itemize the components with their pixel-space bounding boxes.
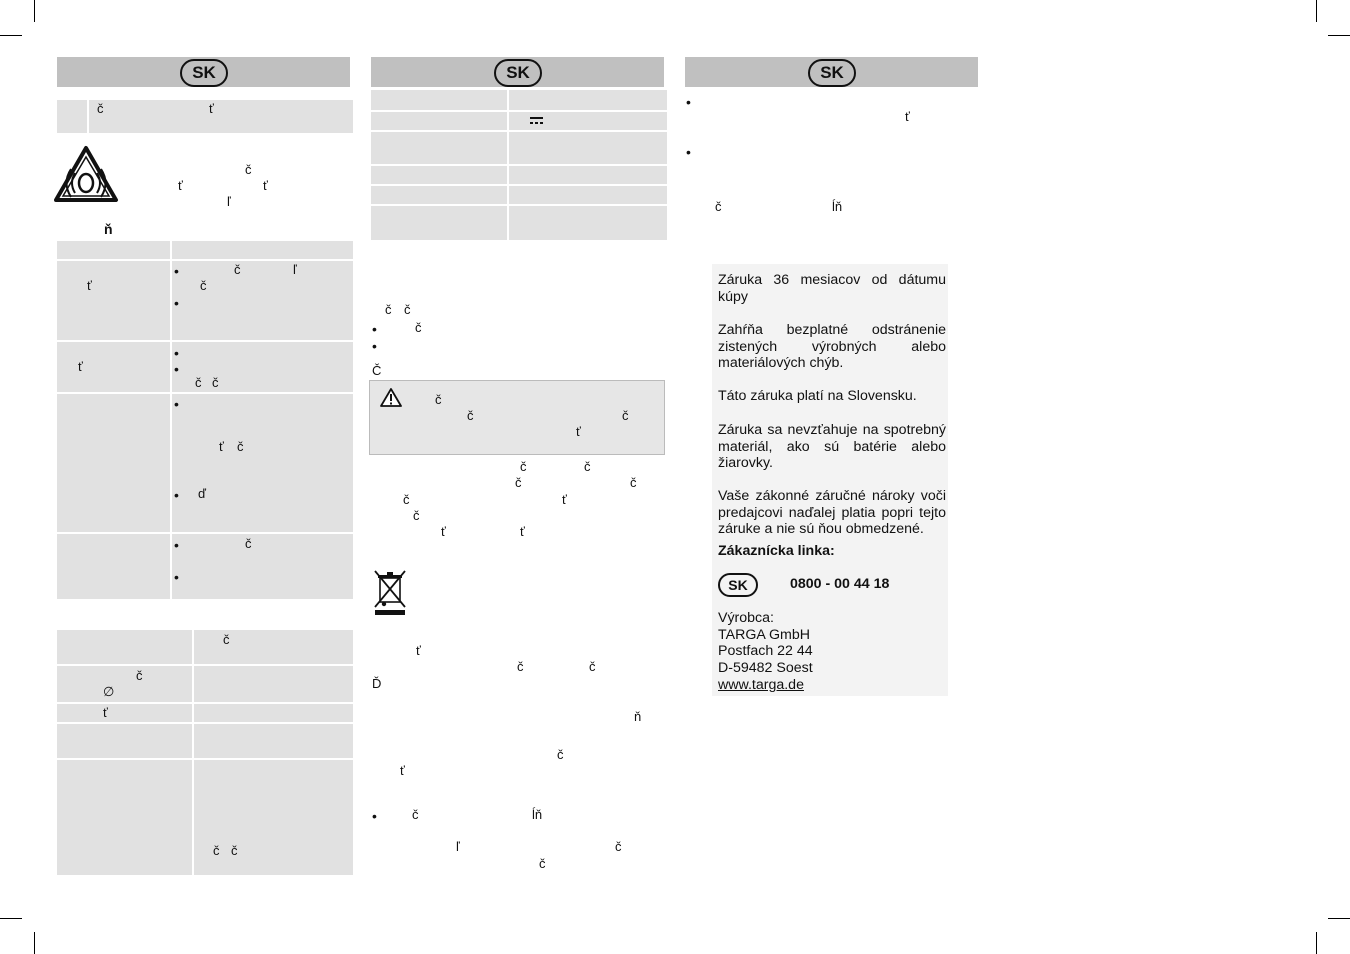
text-fragment: ľ xyxy=(227,194,231,209)
text-fragment: č xyxy=(520,459,527,474)
table-row-divider xyxy=(57,532,353,534)
text-fragment: ť xyxy=(400,763,405,778)
text-fragment: ĺň xyxy=(532,807,543,822)
manufacturer-city: D-59482 Soest xyxy=(718,660,813,676)
text-fragment: ť xyxy=(209,101,214,116)
text-fragment: ť xyxy=(103,705,108,720)
column-header-1 xyxy=(57,57,350,87)
hearing-warning-icon xyxy=(53,145,119,203)
crop-mark xyxy=(0,918,22,919)
crop-mark xyxy=(1316,0,1317,22)
crop-mark xyxy=(1328,35,1350,36)
warranty-duration: Záruka 36 mesiacov od dátumu kúpy xyxy=(718,272,946,305)
bullet: • xyxy=(174,361,179,377)
text-fragment: Č xyxy=(372,363,382,378)
text-fragment: ť xyxy=(178,178,183,193)
table-row-divider xyxy=(371,130,667,132)
text-fragment: ľ xyxy=(456,839,460,854)
manufacturer-website-text[interactable]: www.targa.de xyxy=(718,677,804,693)
text-fragment: č xyxy=(234,262,241,277)
note-box-divider xyxy=(87,100,89,133)
diameter-symbol: ∅ xyxy=(103,684,115,699)
text-fragment: č xyxy=(435,392,442,407)
warranty-region: Táto záruka platí na Slovensku. xyxy=(718,388,917,404)
text-fragment: č xyxy=(515,475,522,490)
text-fragment: ť xyxy=(441,524,446,539)
table-col-divider xyxy=(170,241,172,599)
text-fragment: č xyxy=(622,408,629,423)
table-row-divider xyxy=(371,164,667,166)
text-fragment: č xyxy=(589,659,596,674)
text-fragment: č xyxy=(213,843,220,858)
text-fragment: ň xyxy=(104,221,113,237)
text-fragment: ť xyxy=(416,643,421,658)
text-fragment: č xyxy=(403,492,410,507)
language-badge: SK xyxy=(808,59,856,87)
table-row-divider xyxy=(57,758,353,760)
text-fragment: č xyxy=(97,101,104,116)
table-row-divider xyxy=(57,392,353,394)
hotline-number: 0800 - 00 44 18 xyxy=(790,576,890,592)
text-fragment: ť xyxy=(562,492,567,507)
text-fragment: č xyxy=(557,747,564,762)
text-fragment: ť xyxy=(263,178,268,193)
warning-triangle-icon xyxy=(379,387,403,408)
bullet: • xyxy=(174,537,179,553)
text-fragment: č xyxy=(200,278,207,293)
warranty-exclusions: Záruka sa nevzťahuje na spotrebný materiál, ako sú batérie alebo žiarovky. xyxy=(718,422,946,472)
text-fragment: č xyxy=(195,375,202,390)
text-fragment: ť xyxy=(78,359,83,374)
column-header-3 xyxy=(685,57,978,87)
crop-mark xyxy=(1316,932,1317,954)
hotline-label: Zákaznícka linka: xyxy=(718,543,835,559)
text-fragment: č xyxy=(237,439,244,454)
text-fragment: ĺň xyxy=(832,199,843,214)
specs-table xyxy=(57,630,353,875)
table-row-divider xyxy=(57,722,353,724)
text-fragment: č xyxy=(415,320,422,335)
bullet: • xyxy=(686,94,691,110)
bullet: • xyxy=(686,144,691,160)
text-fragment: ť xyxy=(520,524,525,539)
text-fragment: č xyxy=(245,162,252,177)
bullet: • xyxy=(372,321,377,337)
table-row-divider xyxy=(371,204,667,206)
bullet: • xyxy=(174,295,179,311)
text-fragment: č xyxy=(404,302,411,317)
text-fragment: ď xyxy=(198,486,206,501)
bullet: • xyxy=(372,808,377,824)
crop-mark xyxy=(34,0,35,22)
bullet: • xyxy=(174,487,179,503)
table-row-divider xyxy=(57,340,353,342)
table-row-divider xyxy=(371,110,667,112)
crop-mark xyxy=(1328,918,1350,919)
table-row-divider xyxy=(57,259,353,261)
text-fragment: ť xyxy=(87,278,92,293)
weee-bin-icon xyxy=(372,569,408,617)
language-badge: SK xyxy=(494,59,542,87)
language-badge: SK xyxy=(180,59,228,87)
manufacturer-po-box: Postfach 22 44 xyxy=(718,643,813,659)
warranty-coverage: Zahŕňa bezplatné odstránenie zistených výrobných alebo materiálových chýb. xyxy=(718,322,946,372)
text-fragment: č xyxy=(413,508,420,523)
text-fragment: č xyxy=(212,375,219,390)
bullet: • xyxy=(174,569,179,585)
column-header-2 xyxy=(371,57,664,87)
crop-mark xyxy=(34,932,35,954)
manufacturer-label: Výrobca: xyxy=(718,610,774,626)
text-fragment: č xyxy=(223,632,230,647)
text-fragment: č xyxy=(539,856,546,871)
text-fragment: ť xyxy=(905,109,910,124)
text-fragment: č xyxy=(517,659,524,674)
bullet: • xyxy=(372,338,377,354)
text-fragment: č xyxy=(136,668,143,683)
text-fragment: č xyxy=(245,536,252,551)
table-col-divider xyxy=(192,630,194,875)
bullet: • xyxy=(174,345,179,361)
bullet: • xyxy=(174,263,179,279)
manufacturer-website-link[interactable] xyxy=(718,677,946,694)
table-row-divider xyxy=(371,184,667,186)
dc-symbol-icon xyxy=(530,116,544,125)
warranty-statutory-rights: Vaše zákonné záručné nároky voči predajcovi naďalej platia popri tejto záruke a nie sú ňou obmedzené. xyxy=(718,488,946,538)
text-fragment: č xyxy=(412,807,419,822)
crop-mark xyxy=(0,35,22,36)
troubleshooting-table xyxy=(57,241,353,599)
manufacturer-name: TARGA GmbH xyxy=(718,627,810,643)
bullet: • xyxy=(174,396,179,412)
text-fragment: č xyxy=(584,459,591,474)
warning-box xyxy=(369,380,665,455)
text-fragment: ť xyxy=(576,424,581,439)
table-row-divider xyxy=(57,664,353,666)
text-fragment: č xyxy=(630,475,637,490)
table-row-divider xyxy=(57,702,353,704)
text-fragment: ľ xyxy=(293,262,297,277)
text-fragment: č xyxy=(385,302,392,317)
text-fragment: č xyxy=(231,843,238,858)
text-fragment: ť xyxy=(219,439,224,454)
hotline-country-badge: SK xyxy=(718,573,758,597)
text-fragment: č xyxy=(715,199,722,214)
text-fragment: Ď xyxy=(372,676,382,691)
text-fragment: ň xyxy=(634,709,642,724)
text-fragment: č xyxy=(467,408,474,423)
text-fragment: č xyxy=(615,839,622,854)
